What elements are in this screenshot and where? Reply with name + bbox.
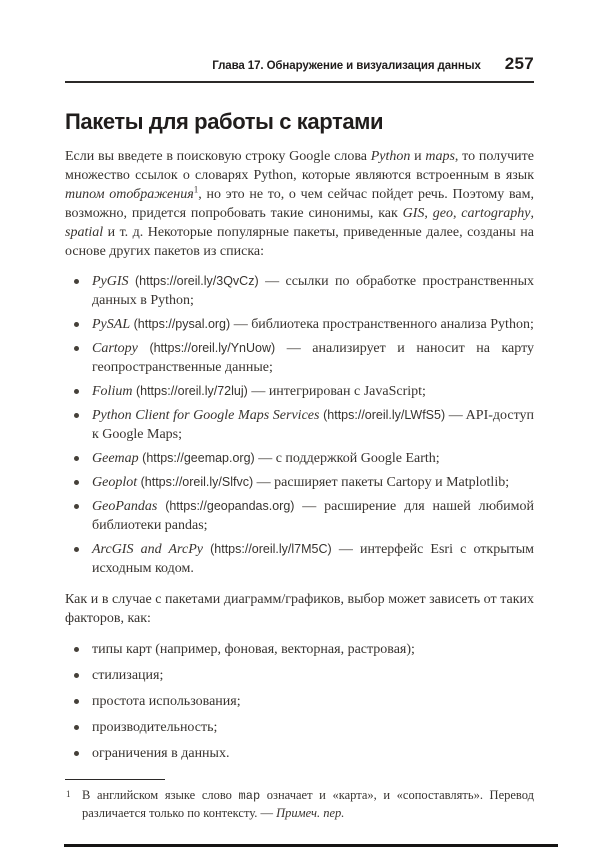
package-name: PySAL [92, 317, 131, 332]
package-item-text [92, 317, 534, 332]
factor-list-item [65, 640, 534, 659]
package-item-text [92, 274, 534, 308]
package-list-item [65, 339, 534, 377]
package-url: (https://oreil.ly/LWfS5) [323, 408, 446, 422]
text-segment: spatial [65, 225, 104, 240]
package-item-text [92, 408, 534, 442]
text-segment: map [238, 789, 261, 803]
text-segment: Python [370, 149, 411, 164]
package-name: GeoPandas [92, 499, 158, 514]
factor-item-text: производительность; [92, 720, 218, 735]
package-url: (https://geopandas.org) [165, 499, 295, 513]
package-name: Geoplot [92, 475, 138, 490]
package-list-item [65, 406, 534, 444]
package-list-item [65, 449, 534, 468]
package-name: ArcGIS and ArcPy [92, 542, 203, 557]
bullet-icon [74, 456, 79, 461]
package-description: — анализирует и наносит на карту геопространственные данные; [92, 341, 535, 375]
header-rule [65, 81, 534, 83]
text-segment: , [530, 206, 535, 221]
footnote-separator [65, 779, 165, 780]
text-segment: , но это не то, о чем сейчас пойдет речь. Поэтому вам, возможно, придется попробовать такие синонимы, как [65, 187, 535, 221]
package-list-item [65, 315, 534, 334]
bullet-icon [74, 389, 79, 394]
package-url: (https://oreil.ly/72luj) [135, 384, 248, 398]
package-item-text [92, 384, 426, 399]
text-segment: 1 [193, 184, 199, 195]
package-name: Python Client for Google Maps Services [92, 408, 320, 423]
text-segment: Примеч. пер. [276, 805, 345, 820]
bullet-icon [74, 725, 79, 730]
section-title: Пакеты для работы с картами [65, 109, 384, 134]
package-name: PyGIS [92, 274, 129, 289]
packages-list [65, 272, 534, 578]
running-header [65, 54, 534, 76]
package-description: — API-доступ к Google Maps; [92, 408, 535, 442]
factor-item-text: стилизация; [92, 668, 164, 683]
text-segment: , [452, 206, 462, 221]
intro-paragraph [65, 147, 534, 261]
bullet-icon [74, 647, 79, 652]
bullet-icon [74, 279, 79, 284]
bullet-icon [74, 504, 79, 509]
bullet-icon [74, 699, 79, 704]
bullet-icon [74, 480, 79, 485]
package-name: Geemap [92, 451, 139, 466]
bullet-icon [74, 346, 79, 351]
text-segment: В английском языке слово [82, 788, 239, 802]
factor-item-text: простота использования; [92, 694, 241, 709]
factor-item-text: типы карт (например, фоновая, векторная, растровая); [92, 642, 415, 657]
page-number: 257 [504, 54, 534, 73]
package-item-text [92, 475, 509, 490]
factors-list [65, 640, 534, 763]
package-name: Folium [92, 384, 133, 399]
package-name: Cartopy [92, 341, 138, 356]
factors-paragraph: Как и в случае с пакетами диаграмм/графиков, выбор может зависеть от таких факторов, как: [65, 592, 534, 626]
footnote-body [82, 788, 534, 820]
package-url: (https://oreil.ly/YnUow) [149, 341, 276, 355]
text-segment: и [410, 149, 426, 164]
text-segment: типом отображения [65, 187, 194, 202]
package-list-item [65, 272, 534, 310]
footnote-marker: 1 [66, 789, 71, 799]
text-segment: и т. д. Некоторые популярные пакеты, приведенные далее, созданы на основе других пакетов из списка: [65, 225, 534, 259]
text-segment: означает и «карта», и «сопоставлять». Перевод различается только по контексту. — [82, 788, 534, 820]
package-description: — расширение для нашей любимой библиотеки pandas; [92, 499, 534, 533]
bullet-icon [74, 322, 79, 327]
footnote-text [65, 787, 534, 821]
page-bottom-edge-bar [64, 844, 558, 847]
chapter-running-title: Глава 17. Обнаружение и визуализация данных [212, 60, 481, 72]
bullet-icon [74, 673, 79, 678]
text-segment: , [424, 206, 433, 221]
package-item-text [92, 499, 534, 533]
package-url: (https://pysal.org) [133, 317, 231, 331]
package-list-item [65, 382, 534, 401]
factor-list-item [65, 744, 534, 763]
package-list-item [65, 497, 534, 535]
package-url: (https://oreil.ly/3QvCz) [134, 274, 259, 288]
factor-list-item [65, 692, 534, 711]
package-url: (https://geemap.org) [142, 451, 255, 465]
package-list-item [65, 540, 534, 578]
factor-list-item [65, 718, 534, 737]
text-segment: Если вы введете в поисковую строку Google слова [65, 149, 371, 164]
bullet-icon [74, 413, 79, 418]
package-description: — библиотека пространственного анализа Python; [233, 317, 534, 332]
package-description: — с поддержкой Google Earth; [258, 451, 440, 466]
factor-item-text: ограничения в данных. [92, 746, 230, 761]
bullet-icon [74, 547, 79, 552]
text-segment: geo [432, 206, 453, 221]
package-url: (https://oreil.ly/Slfvc) [140, 475, 254, 489]
bullet-icon [74, 751, 79, 756]
package-description: — расширяет пакеты Cartopy и Matplotlib; [256, 475, 510, 490]
factor-list-item [65, 666, 534, 685]
text-segment: maps [425, 149, 455, 164]
package-description: — интегрирован с JavaScript; [251, 384, 426, 399]
package-url: (https://oreil.ly/l7M5C) [210, 542, 332, 556]
package-description: — ссылки по обработке пространственных данных в Python; [92, 274, 534, 308]
text-segment: , то получите множество ссылок о словарях Python, которые являются встроенным в язык [65, 149, 535, 183]
text-segment: GIS [402, 206, 425, 221]
package-item-text [92, 341, 534, 375]
footnote [65, 779, 534, 821]
package-item-text [92, 451, 440, 466]
package-item-text [92, 542, 534, 576]
text-segment: cartography [461, 206, 531, 221]
package-list-item [65, 473, 534, 492]
package-description: — интерфейс Esri с открытым исходным кодом. [92, 542, 535, 576]
